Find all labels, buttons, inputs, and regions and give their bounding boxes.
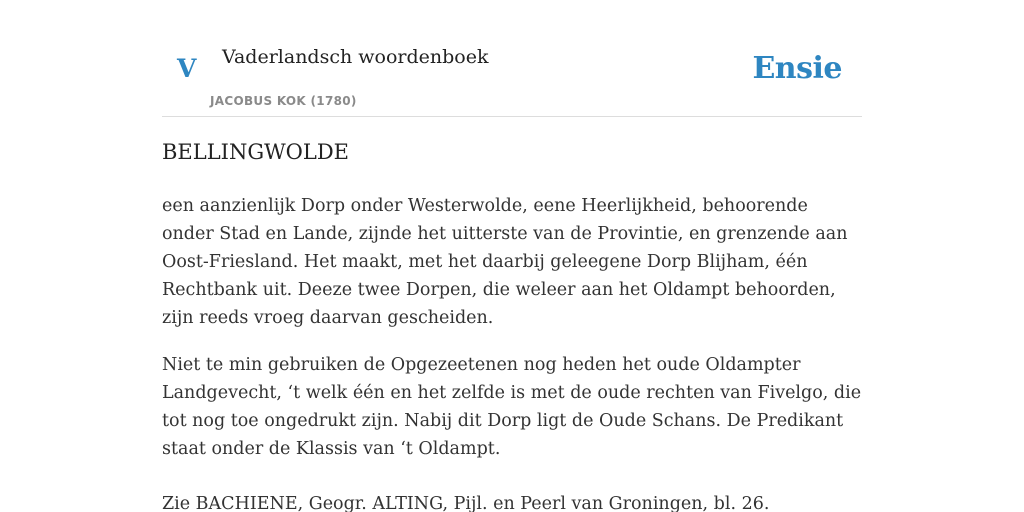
page-header <box>162 0 862 117</box>
entry-paragraph: Niet te min gebruiken de Opgezeetenen nog heden het oude Oldampter Landgevecht, ‘t welk één en het zelfde is met de oude rechten van Fivelgo, die tot nog toe ongedrukt zijn. Nabij dit Dorp ligt de Oude Schans. De Predikant staat onder de Klassis van ‘t Oldampt. <box>162 355 862 459</box>
author-label: JACOBUS KOK (1780) <box>210 94 357 108</box>
volume-letter-link[interactable]: V <box>177 54 197 83</box>
book-title-link[interactable]: Vaderlandsch woordenboek <box>222 46 489 68</box>
ensie-logo[interactable]: Ensie <box>752 51 842 86</box>
entry-reference: Zie BACHIENE, Geogr. ALTING, Pijl. en Peerl van Groningen, bl. 26. <box>162 494 770 512</box>
entry-paragraph: een aanzienlijk Dorp onder Westerwolde, eene Heerlijkheid, behoorende onder Stad en Lande, zijnde het uitterste van de Provintie, en grenzende aan Oost-Friesland. Het maakt, met het daarbij geleegene Dorp Blijham, één Rechtbank uit. Deeze twee Dorpen, die weleer aan het Oldampt behoorden, zijn reeds vroeg daarvan gescheiden. <box>162 196 848 328</box>
entry-title: BELLINGWOLDE <box>162 140 350 164</box>
